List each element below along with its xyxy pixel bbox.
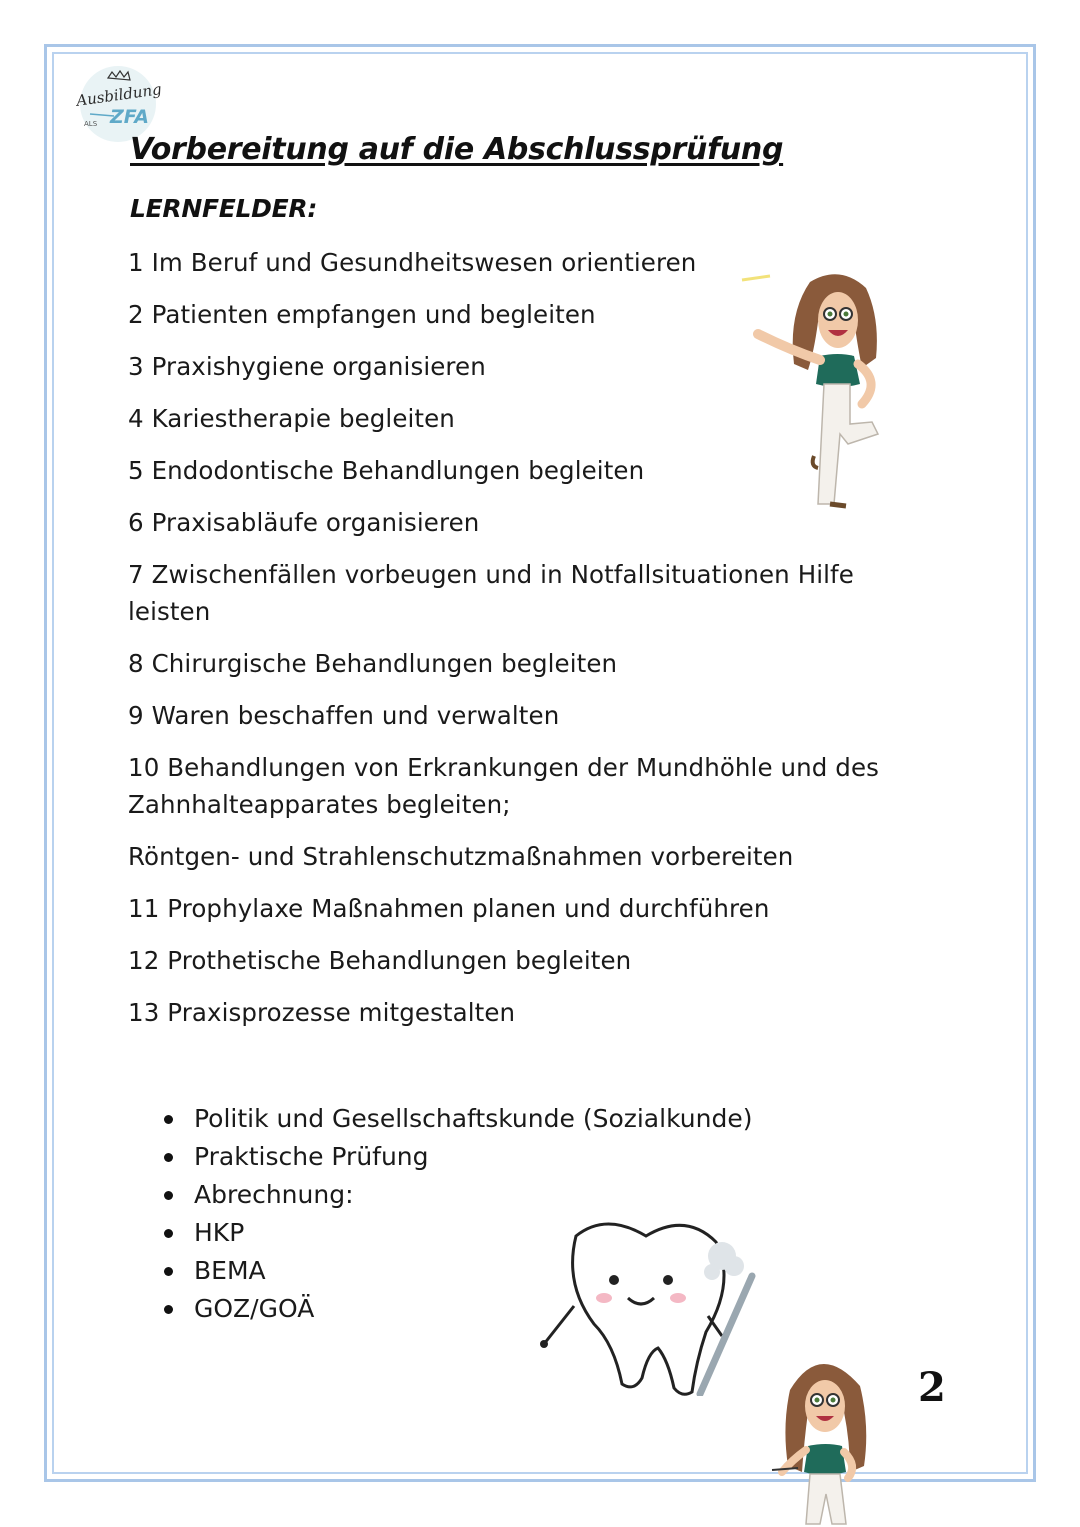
list-item: 3 Praxishygiene organisieren bbox=[128, 352, 486, 381]
logo-text-ausbildung: Ausbildung bbox=[75, 80, 163, 110]
list-item: 13 Praxisprozesse mitgestalten bbox=[128, 998, 516, 1027]
list-item: 1 Im Beruf und Gesundheitswesen orientieren bbox=[128, 248, 697, 277]
list-item: 7 Zwischenfällen vorbeugen und in Notfallsituationen Hilfe leisten bbox=[128, 560, 854, 626]
avatar-thumbs-up-icon bbox=[770, 1350, 880, 1525]
list-item: 12 Prothetische Behandlungen begleiten bbox=[128, 946, 632, 975]
page-title: Vorbereitung auf die Abschlussprüfung bbox=[130, 132, 784, 167]
list-item: 2 Patienten empfangen und begleiten bbox=[128, 300, 596, 329]
logo-text-als: ALS bbox=[84, 120, 98, 128]
section-heading-lernfelder: LERNFELDER: bbox=[130, 194, 318, 223]
list-item: 5 Endodontische Behandlungen begleiten bbox=[128, 456, 645, 485]
list-item: BEMA bbox=[160, 1252, 752, 1290]
list-item: GOZ/GOÄ bbox=[160, 1290, 752, 1328]
logo-text-zfa: ZFA bbox=[110, 106, 150, 128]
list-item: 10 Behandlungen von Erkrankungen der Mundhöhle und des Zahnhalteapparates begleiten; bbox=[128, 753, 879, 819]
ausbildung-zfa-logo bbox=[70, 64, 162, 142]
list-item: 11 Prophylaxe Maßnahmen planen und durchführen bbox=[128, 894, 770, 923]
list-item: Politik und Gesellschaftskunde (Sozialkunde) bbox=[160, 1100, 752, 1138]
list-item: Röntgen- und Strahlenschutzmaßnahmen vorbereiten bbox=[128, 842, 794, 871]
tooth-with-toothbrush-icon bbox=[536, 1216, 762, 1396]
list-item: 6 Praxisabläufe organisieren bbox=[128, 508, 480, 537]
list-item: 8 Chirurgische Behandlungen begleiten bbox=[128, 649, 618, 678]
list-item: Praktische Prüfung bbox=[160, 1138, 752, 1176]
list-item: HKP bbox=[160, 1214, 752, 1252]
list-item: 4 Kariestherapie begleiten bbox=[128, 404, 455, 433]
list-item: 9 Waren beschaffen und verwalten bbox=[128, 701, 560, 730]
list-item: Abrechnung: bbox=[160, 1176, 752, 1214]
page-number: 2 bbox=[918, 1364, 946, 1411]
avatar-waving-icon bbox=[740, 268, 900, 518]
